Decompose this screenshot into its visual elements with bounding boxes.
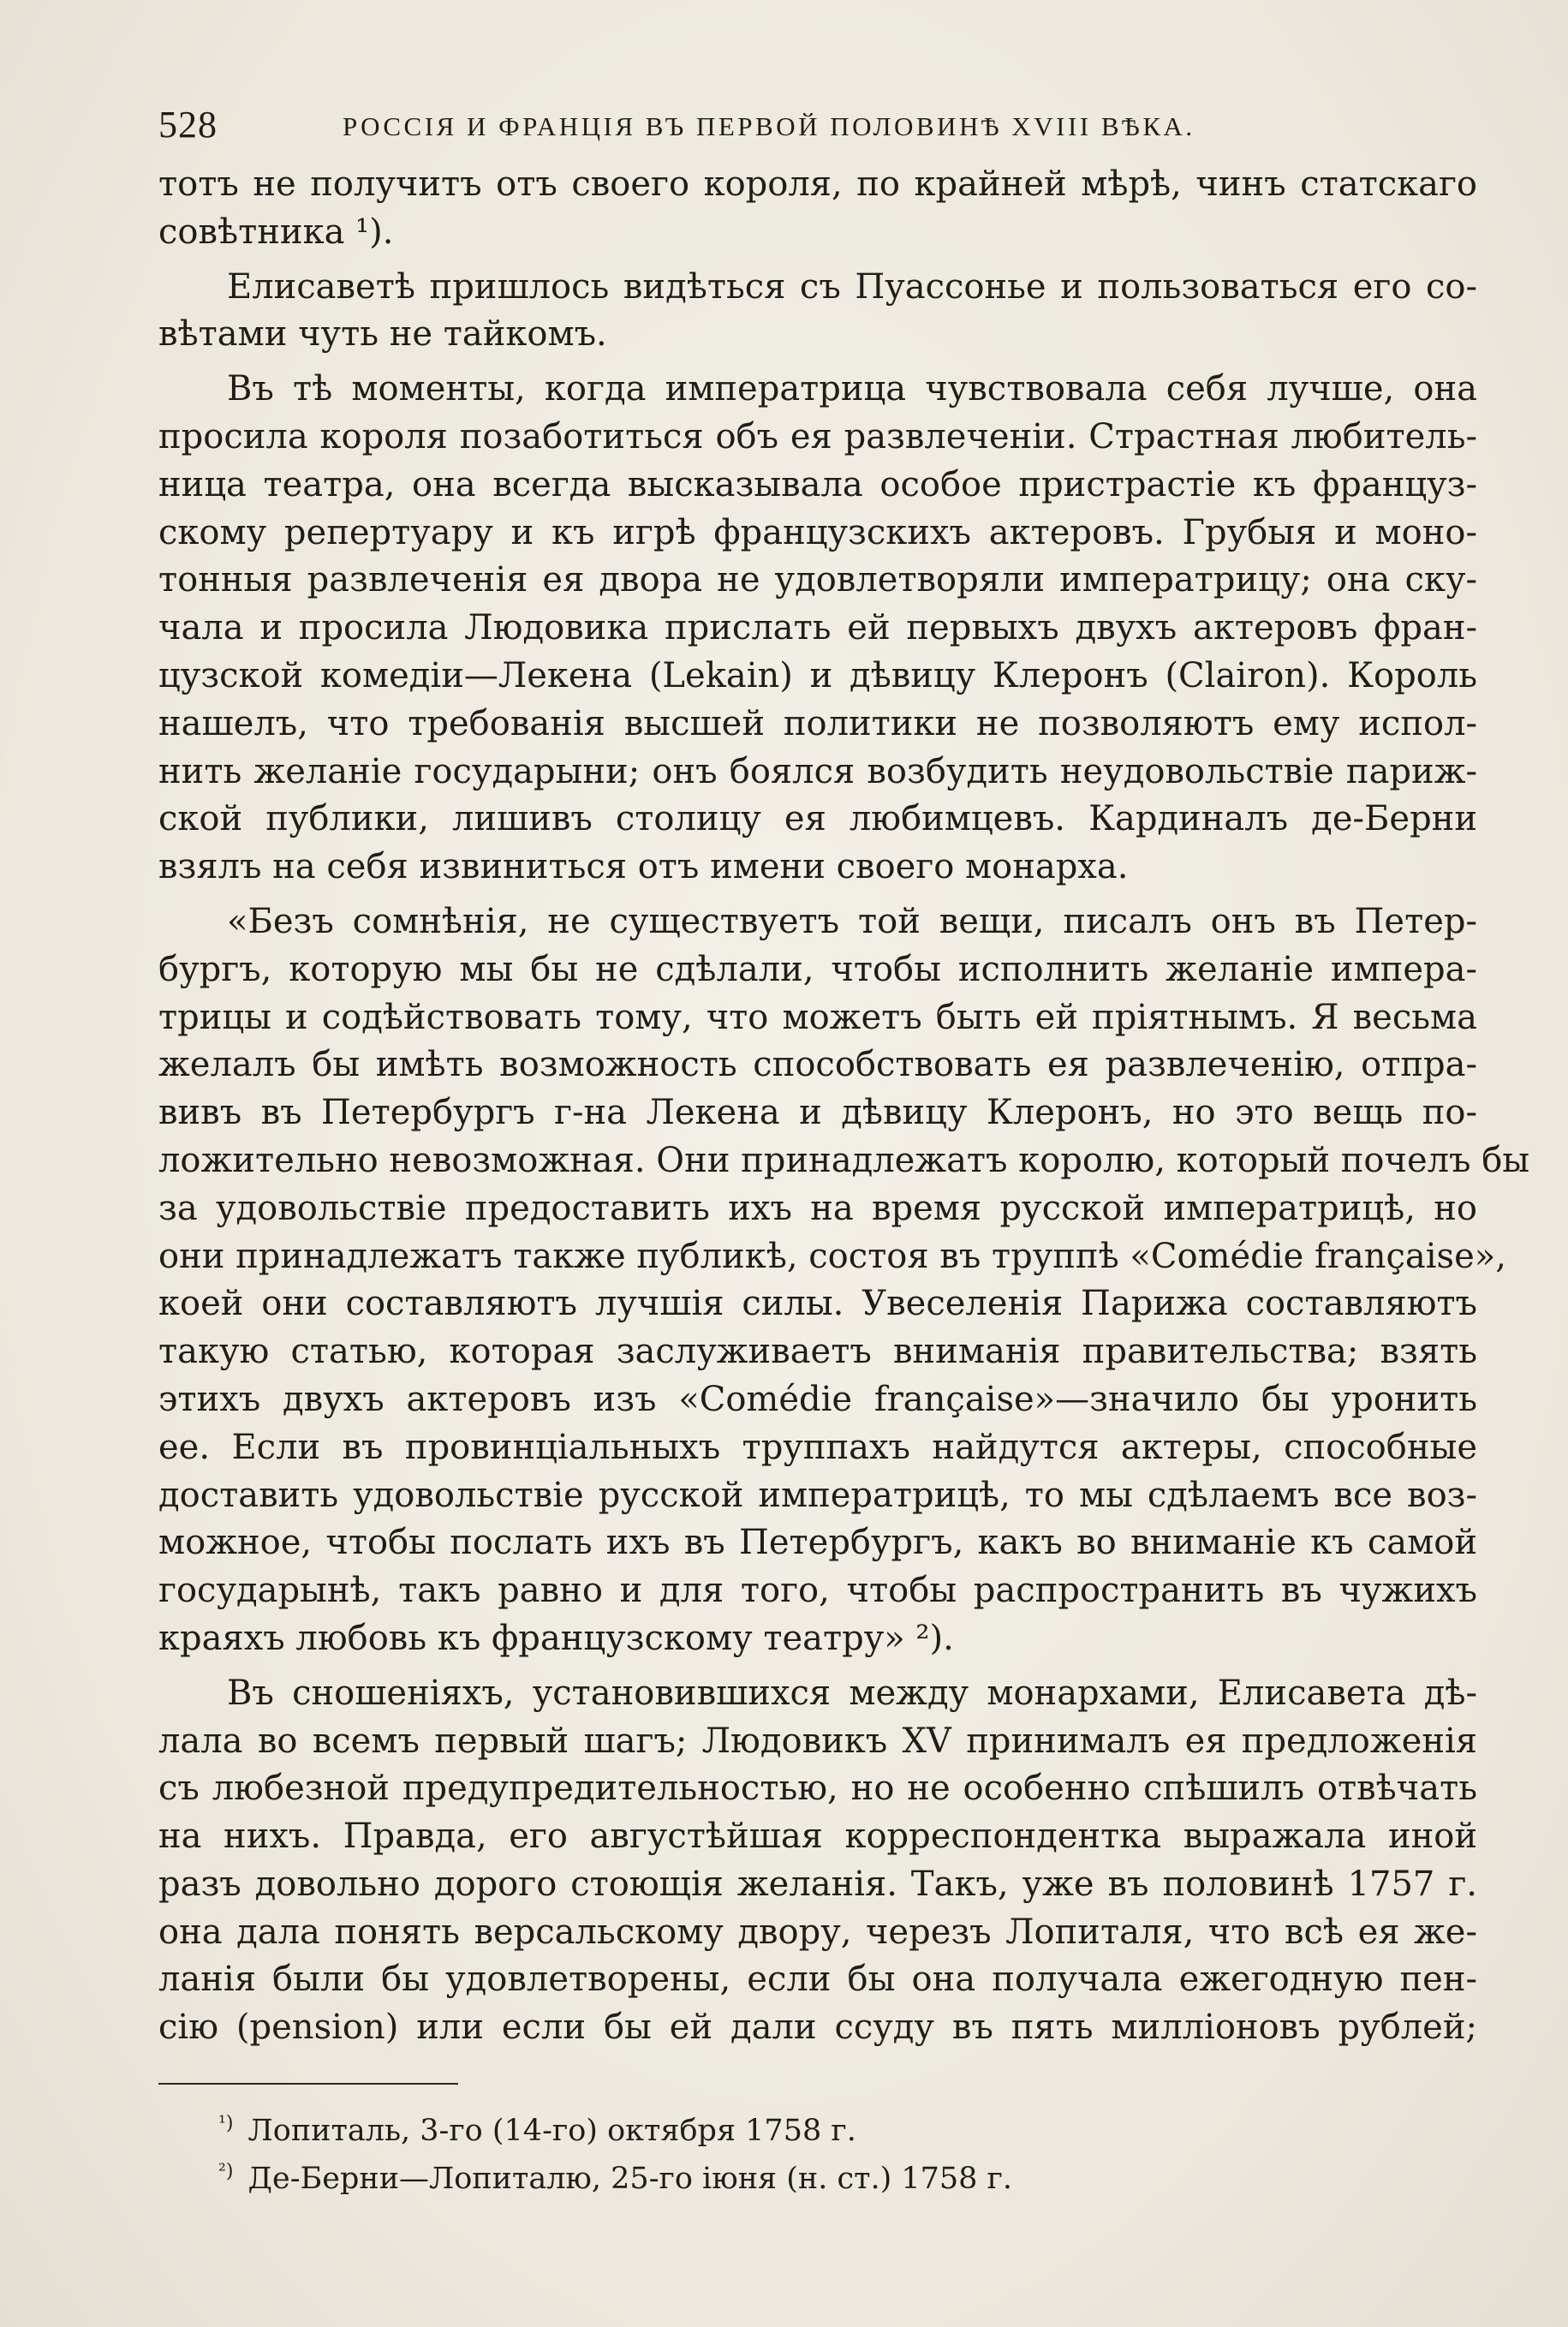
footnote-divider bbox=[158, 2083, 458, 2085]
text-line: доставить удовольствіе русской императрицѣ, то мы сдѣлаемъ все воз- bbox=[158, 1475, 1477, 1515]
text-line: такую статью, которая заслуживаетъ вниманія правительства; взять bbox=[158, 1332, 1477, 1372]
page-number: 528 bbox=[158, 104, 218, 146]
text-line: Въ тѣ моменты, когда императрица чувствовала себя лучше, она bbox=[227, 369, 1477, 409]
text-line: желалъ бы имѣть возможность способствовать ея развлеченію, отпра- bbox=[158, 1045, 1477, 1085]
text-line: сію (pension) или если бы ей дали ссуду въ пять милліоновъ рублей; bbox=[158, 2008, 1477, 2048]
text-line: вивъ въ Петербургъ г-на Лекена и дѣвицу Клеронъ, но это вещь по- bbox=[158, 1093, 1477, 1133]
paragraph-gap bbox=[158, 892, 1477, 898]
text-line: государынѣ, такъ равно и для того, чтобы распространить въ чужихъ bbox=[158, 1571, 1477, 1611]
paragraph-gap bbox=[158, 359, 1477, 366]
text-line: нить желаніе государыни; онъ боялся возбудить неудовольствіе париж- bbox=[158, 751, 1477, 791]
text-line: бургъ, которую мы бы не сдѣлали, чтобы исполнить желаніе импера- bbox=[158, 949, 1477, 989]
text-line: она дала понять версальскому двору, черезъ Лопиталя, что всѣ ея же- bbox=[158, 1912, 1477, 1952]
text-line: за удовольствіе предоставить ихъ на время русской императрицѣ, но bbox=[158, 1188, 1477, 1228]
text-line: «Безъ сомнѣнія, не существуетъ той вещи, писалъ онъ въ Петер- bbox=[227, 901, 1477, 941]
footnote-marker: ¹) bbox=[218, 2113, 234, 2135]
text-line: этихъ двухъ актеровъ изъ «Comédie française»—значило бы уронить bbox=[158, 1379, 1477, 1419]
footnote-text: Лопиталь, 3-го (14-го) октября 1758 г. bbox=[247, 2114, 856, 2148]
running-header bbox=[158, 104, 1477, 146]
text-line: ница театра, она всегда высказывала особое пристрастіе къ француз- bbox=[158, 464, 1477, 504]
text-line: ложительно невозможная. Они принадлежатъ королю, который почелъ бы bbox=[158, 1140, 1530, 1180]
text-line: чала и просила Людовика прислать ей первыхъ двухъ актеровъ фран- bbox=[158, 608, 1477, 648]
footnote-marker: ²) bbox=[218, 2161, 234, 2183]
text-line: краяхъ любовь къ французскому театру» ²). bbox=[158, 1618, 954, 1658]
text-line: совѣтника ¹). bbox=[158, 212, 394, 252]
text-line: разъ довольно дорого стоющія желанія. Такъ, уже въ половинѣ 1757 г. bbox=[158, 1864, 1477, 1904]
text-line: ее. Если въ провинціальныхъ труппахъ найдутся актеры, способные bbox=[158, 1427, 1477, 1467]
text-line: Елисаветѣ пришлось видѣться съ Пуассонье и пользоваться его со- bbox=[227, 266, 1477, 307]
footnotes bbox=[218, 2107, 1417, 2203]
text-line: скому репертуару и къ игрѣ французскихъ актеровъ. Грубыя и моно- bbox=[158, 512, 1477, 552]
text-line: вѣтами чуть не тайкомъ. bbox=[158, 314, 607, 355]
text-line: тонныя развлеченія ея двора не удовлетворяли императрицу; она ску- bbox=[158, 560, 1477, 600]
text-line: Въ сношеніяхъ, установившихся между монархами, Елисавета дѣ- bbox=[227, 1673, 1477, 1713]
body-text bbox=[158, 161, 1530, 2052]
text-line: коей они составляютъ лучшія силы. Увеселенія Парижа составляютъ bbox=[158, 1284, 1477, 1324]
text-line: съ любезной предупредительностью, но не особенно спѣшилъ отвѣчать bbox=[158, 1769, 1477, 1809]
text-line: тотъ не получитъ отъ своего короля, по крайней мѣрѣ, чинъ статскаго bbox=[158, 164, 1477, 204]
text-line: они принадлежатъ также публикѣ, состоя въ труппѣ «Comédie française», bbox=[158, 1236, 1506, 1276]
paragraph-gap bbox=[158, 1663, 1477, 1670]
text-line: цузской комедіи—Лекена (Lekain) и дѣвицу Клеронъ (Clairon). Король bbox=[158, 655, 1477, 695]
text-line: лала во всемъ первый шагъ; Людовикъ XV принималъ ея предложенія bbox=[158, 1721, 1477, 1761]
text-line: просила короля позаботиться объ ея развлеченіи. Страстная любитель- bbox=[158, 416, 1477, 456]
text-line: ской публики, лишивъ столицу ея любимцевъ. Кардиналъ де-Берни bbox=[158, 799, 1477, 839]
footnote-text: Де-Берни—Лопиталю, 25-го іюня (н. ст.) 1758 г. bbox=[247, 2162, 1013, 2196]
text-line: можное, чтобы послать ихъ въ Петербургъ, какъ во вниманіе къ самой bbox=[158, 1523, 1477, 1563]
running-title: РОССІЯ И ФРАНЦІЯ ВЪ ПЕРВОЙ ПОЛОВИНѢ XVIII ВѢКА. bbox=[343, 111, 1195, 141]
text-line: ланія были бы удовлетворены, если бы она получала ежегодную пен- bbox=[158, 1960, 1477, 2000]
text-line: нашелъ, что требованія высшей политики не позволяютъ ему испол- bbox=[158, 703, 1477, 743]
text-line: на нихъ. Правда, его августѣйшая корреспондентка выражала иной bbox=[158, 1817, 1477, 1857]
paragraph-gap bbox=[158, 257, 1477, 264]
text-line: взялъ на себя извиниться отъ имени своего монарха. bbox=[158, 847, 1129, 887]
footnote-1 bbox=[218, 2107, 1417, 2155]
text-line: трицы и содѣйствовать тому, что можетъ быть ей пріятнымъ. Я весьма bbox=[158, 997, 1477, 1037]
footnote-2 bbox=[218, 2155, 1417, 2203]
